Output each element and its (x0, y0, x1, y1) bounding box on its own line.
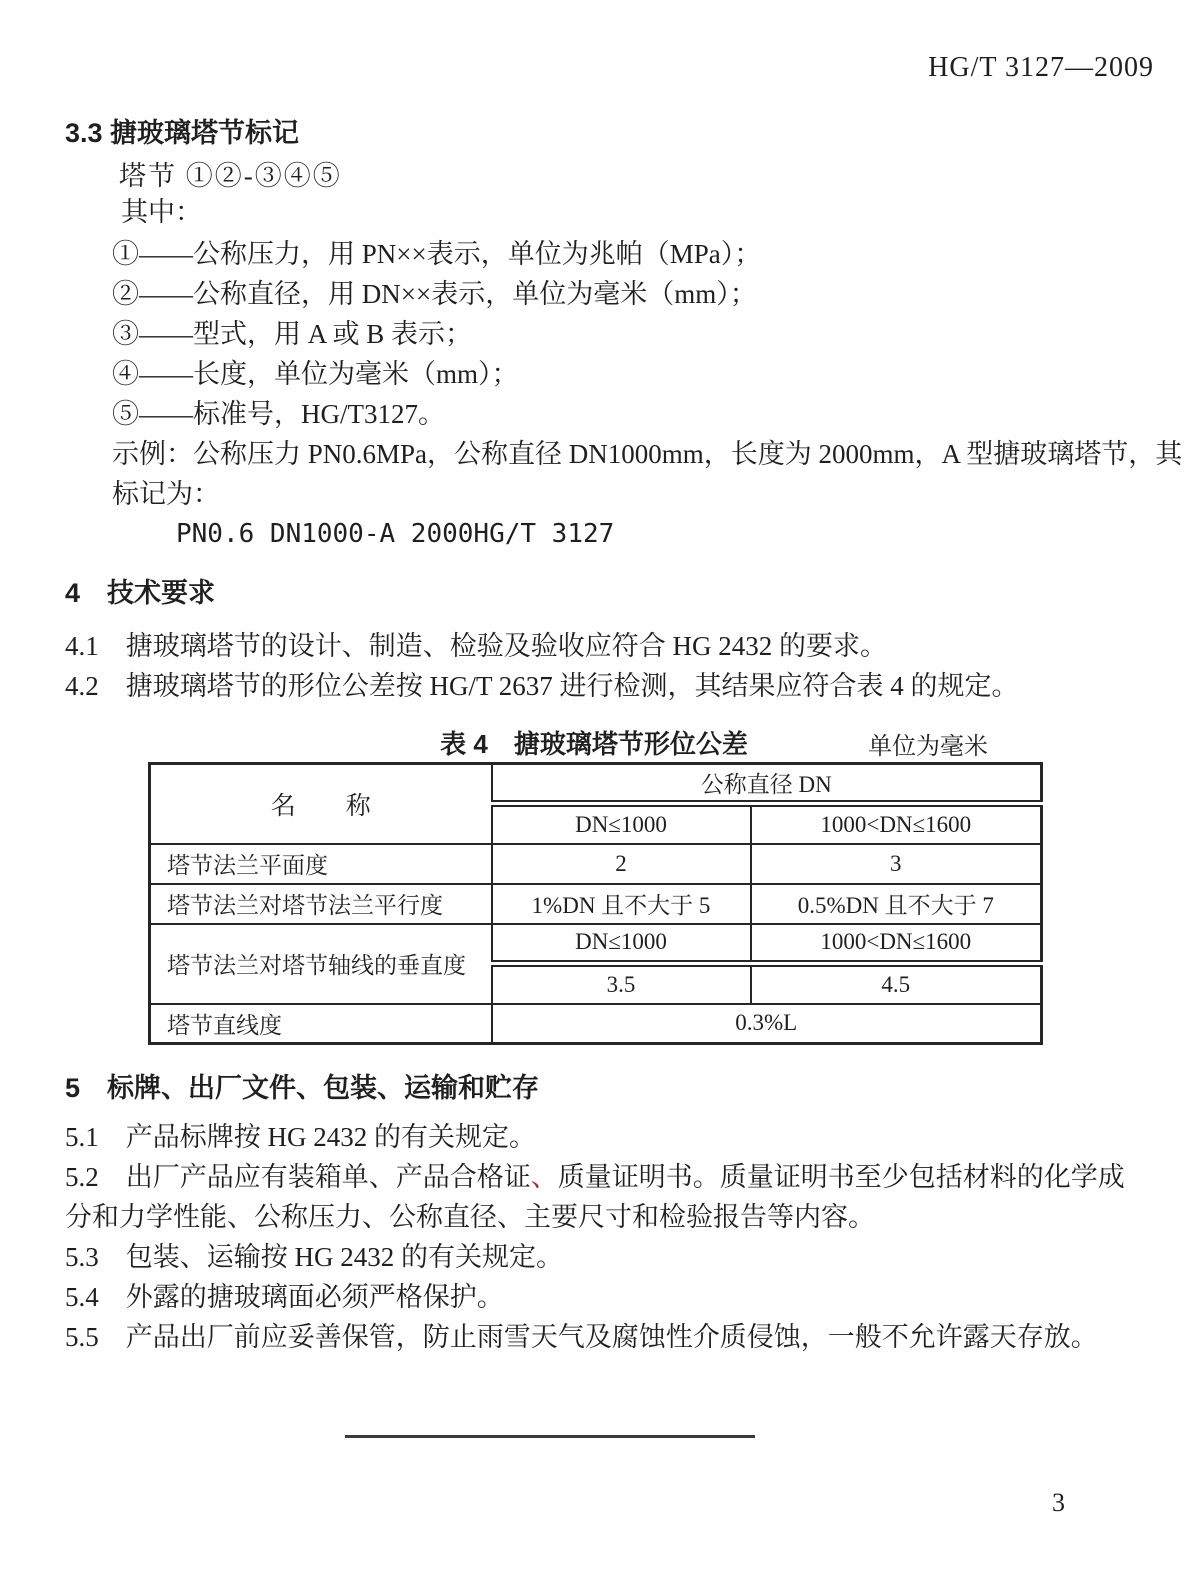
section-3-3-heading: 3.3 搪玻璃塔节标记 (65, 118, 300, 148)
clause-5-4: 5.4 外露的搪玻璃面必须严格保护。 (65, 1282, 504, 1312)
legend-item-2: ②——公称直径，用 DN××表示，单位为毫米（mm）； (112, 279, 757, 309)
table-cell-sub-subheader: DN≤1000 (492, 924, 751, 964)
legend-item-5: ⑤——标准号，HG/T3127。 (112, 399, 445, 429)
clause-5-5: 5.5 产品出厂前应妥善保管，防止雨雪天气及腐蚀性介质侵蚀，一般不允许露天存放。 (65, 1322, 1098, 1352)
page-number: 3 (1052, 1488, 1065, 1517)
table-4-caption-row (148, 724, 1040, 760)
table-cell-value: 3 (751, 844, 1042, 884)
table-cell-row-name: 塔节直线度 (150, 1004, 492, 1044)
table-cell-name-header: 名 称 (150, 764, 492, 844)
table-4-unit-note: 单位为毫米 (868, 733, 988, 760)
where-label: 其中： (121, 197, 202, 227)
table-cell-group-header: 公称直径 DN (492, 764, 1042, 804)
table-cell-subheader-dn-large: 1000<DN≤1600 (751, 804, 1042, 844)
table-cell-value: 0.5%DN 且不大于 7 (751, 884, 1042, 924)
table-cell-sub-subheader: 1000<DN≤1600 (751, 924, 1042, 964)
table-row (150, 924, 1042, 964)
designation-formula: 塔节 ①②-③④⑤ (119, 161, 342, 191)
table-cell-value: 4.5 (751, 964, 1042, 1004)
table-cell-row-name: 塔节法兰对塔节轴线的垂直度 (150, 924, 492, 1004)
clause-5-2 (65, 1157, 1140, 1237)
clause-4-1: 4.1 搪玻璃塔节的设计、制造、检验及验收应符合 HG 2432 的要求。 (65, 631, 887, 661)
legend-item-1: ①——公称压力，用 PN××表示，单位为兆帕（MPa）； (112, 239, 762, 269)
table-row (150, 844, 1042, 884)
designation-legend-list (112, 234, 1200, 434)
table-cell-row-name: 塔节法兰平面度 (150, 844, 492, 884)
clause-4-2: 4.2 搪玻璃塔节的形位公差按 HG/T 2637 进行检测，其结果应符合表 4 的规定。 (65, 671, 1019, 701)
example-intro: 示例：公称压力 PN0.6MPa，公称直径 DN1000mm，长度为 2000mm，A 型搪玻璃塔节，其标记为： (112, 439, 1183, 509)
table-4-caption: 表 4 搪玻璃塔节形位公差 (440, 729, 748, 759)
standard-code-header: HG/T 3127—2009 (928, 52, 1154, 83)
table-cell-row-name: 塔节法兰对塔节法兰平行度 (150, 884, 492, 924)
table-row (150, 764, 1042, 804)
section-4-heading: 4 技术要求 (65, 578, 216, 608)
table-row (150, 1004, 1042, 1044)
table-cell-value: 3.5 (492, 964, 751, 1004)
table-cell-value-span: 0.3%L (492, 1004, 1042, 1044)
table-cell-value: 1%DN 且不大于 5 (492, 884, 751, 924)
table-cell-subheader-dn-small: DN≤1000 (492, 804, 751, 844)
section-5-heading: 5 标牌、出厂文件、包装、运输和贮存 (65, 1073, 540, 1103)
example-mark-code: PN0.6 DN1000-A 2000HG/T 3127 (176, 519, 615, 549)
legend-item-4: ④——长度，单位为毫米（mm）； (112, 359, 519, 389)
table-cell-value: 2 (492, 844, 751, 884)
clause-5-3: 5.3 包装、运输按 HG 2432 的有关规定。 (65, 1242, 563, 1272)
table-4 (148, 762, 1043, 1045)
clause-5-1: 5.1 产品标牌按 HG 2432 的有关规定。 (65, 1122, 536, 1152)
legend-item-3: ③——型式，用 A 或 B 表示； (112, 319, 473, 349)
clause-5-2-lead: 5.2 出厂产品应有装箱单、产品合格证 (65, 1162, 531, 1192)
clause-5-2-rest: 质量证明书。质量证明书至少包括材料的化学成分和力学性能、公称压力、公称直径、主要尺寸和检验报告等内容。 (65, 1162, 1125, 1232)
table-row (150, 884, 1042, 924)
footer-divider (345, 1435, 755, 1438)
clause-5-2-red-mark: 、 (530, 1162, 558, 1192)
